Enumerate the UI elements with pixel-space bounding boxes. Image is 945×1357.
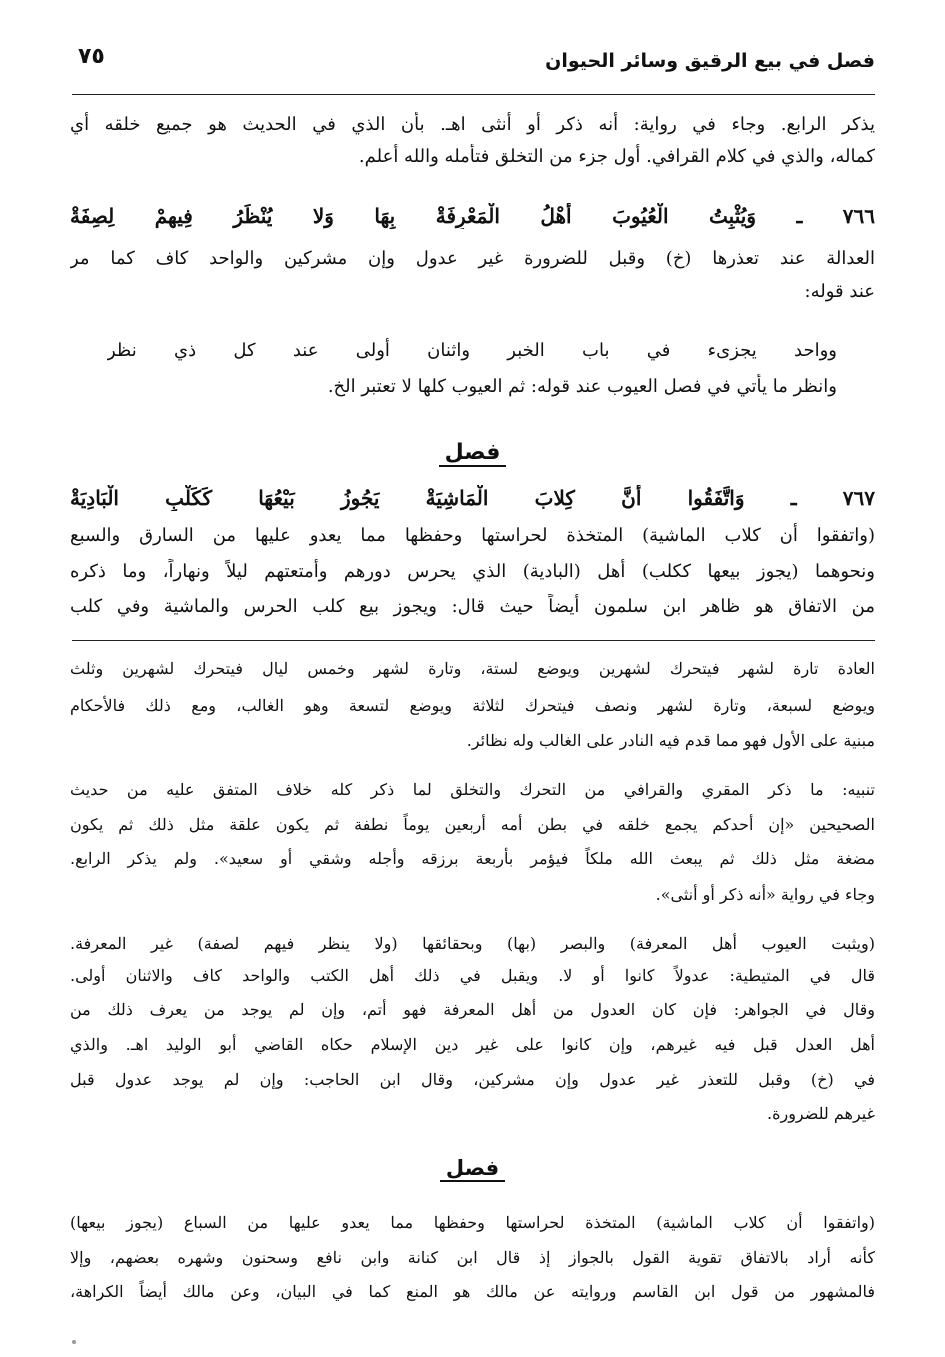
footnote-line: أهل العدل قبل فيه غيرهم، وإن كانوا على غير دين الإسلام حكاه القاضي أبو الوليد اهـ. والذي — [70, 1035, 875, 1054]
page-number: ٧٥ — [78, 44, 105, 69]
footnote-line: العادة تارة لشهر فيتحرك لشهرين ويوضع لستة، وتارة لشهر وخمس ليال فيتحرك لشهرين وثلث — [70, 659, 875, 678]
footnote-line: (واتفقوا أن كلاب الماشية) المتخذة لحراستها وحفظها مما يعدو عليها من السباع (يجوز بيعها) — [70, 1213, 875, 1232]
footnote-section-heading-text: فصل — [440, 1156, 505, 1182]
verse-766: ٧٦٦ ـ وَيُثْبِتُ الْعُيُوبَ أَهْلُ الْمَعْرِفَةْ بِهَا وَلا يُنْظَرُ فِيهِمْ لِصِفَةْ — [70, 204, 875, 228]
footnote-line: وجاء في رواية «أنه ذكر أو أنثى». — [655, 885, 875, 904]
footnote-section-heading — [0, 1156, 945, 1180]
footnote-line: ويوضع لسبعة، وتارة لشهر ونصف فيتحرك لثلاثة ويوضع لتسعة وهو الغالب، ومع ذلك فالأحكام — [70, 696, 875, 715]
footnote-separator — [72, 640, 875, 641]
text-line: العدالة عند تعذرها (خ) وقبل للضرورة غير عدول وإن مشركين والواحد كاف كما مر — [70, 248, 875, 269]
verse-767: ٧٦٧ ـ وَاتَّفَقُوا أَنَّ كِلابَ الْمَاشِيَةْ يَجُوزُ بَيْعُهَا كَكَلْبِ الْبَادِيَةْ — [70, 486, 875, 510]
footnote-line: غيرهم للضرورة. — [767, 1104, 875, 1123]
section-heading-text: فصل — [439, 440, 507, 467]
running-header-title: فصل في بيع الرقيق وسائر الحيوان — [545, 50, 875, 72]
text-line: وانظر ما يأتي في فصل العيوب عند قوله: ثم العيوب كلها لا تعتبر الخ. — [327, 376, 837, 397]
section-heading — [0, 440, 945, 465]
footnote-line: فالمشهور من قول ابن القاسم وروايته عن مالك هو المنع كما في البيان، وعن مالك أيضاً الكراهة، — [70, 1282, 875, 1301]
scan-speck — [72, 1340, 76, 1344]
text-line: عند قوله: — [804, 281, 875, 302]
footnote-line: مضغة مثل ذلك ثم يبعث الله ملكاً فيؤمر بأربعة برزقه وأجله وشقي أو سعيد». ولم يذكر الرابع. — [70, 849, 875, 868]
footnote-line: في (خ) وقبل للتعذر غير عدول وإن مشركين، وقال ابن الحاجب: وإن لم يوجد عدول قبل — [70, 1070, 875, 1089]
footnote-line: كأنه أراد بالاتفاق تقوية القول بالجواز إذ قال ابن كنانة وابن نافع وسحنون وشهره بعضهم، وإلا — [70, 1248, 875, 1267]
footnote-line: الصحيحين «إن أحدكم يجمع خلقه في بطن أمه أربعين يوماً نطفة ثم يكون علقة مثل ذلك ثم يكون — [70, 815, 875, 834]
quoted-verse: وواحد يجزىء في باب الخبر واثنان أولى عند كل ذي نظر — [107, 340, 837, 361]
text-line: من الاتفاق هو ظاهر ابن سلمون أيضاً حيث قال: ويجوز بيع كلب الحرس والماشية وفي كلب — [70, 596, 875, 617]
footnote-line: وقال في الجواهر: فإن كان العدول من أهل المعرفة فهو أتم، وإن لم يوجد من يعرف ذلك من — [70, 1000, 875, 1019]
header-rule — [72, 94, 875, 95]
footnote-line: تنبيه: ما ذكر المقري والقرافي من التحرك والتخلق لما ذكر كله خلاف المتفق عليه من حديث — [70, 780, 875, 799]
text-line: ونحوهما (يجوز بيعها ككلب) أهل (البادية) الذي يحرس دورهم وأمتعتهم ليلاً ونهاراً، وما ذكره — [70, 561, 875, 582]
footnote-line: قال في المتيطية: عدولاً كانوا أو لا. ويقبل في ذلك أهل الكتب والواحد كاف والاثنان أولى. — [70, 966, 875, 985]
footnote-line: (ويثبت العيوب أهل المعرفة) والبصر (بها) وبحقائقها (ولا ينظر فيهم لصفة) غير المعرفة. — [70, 934, 875, 953]
text-line: (واتفقوا أن كلاب الماشية) المتخذة لحراستها وحفظها مما يعدو عليها من السارق والسبع — [70, 525, 875, 546]
text-line: يذكر الرابع. وجاء في رواية: أنه ذكر أو أنثى اهـ. بأن الذي في الحديث هو جميع خلقه أي — [70, 114, 875, 135]
text-line: كماله، والذي في كلام القرافي. أول جزء من التخلق فتأمله والله أعلم. — [358, 146, 875, 167]
footnote-line: مبنية على الأول فهو مما قدم فيه النادر على الغالب وله نظائر. — [466, 731, 875, 750]
